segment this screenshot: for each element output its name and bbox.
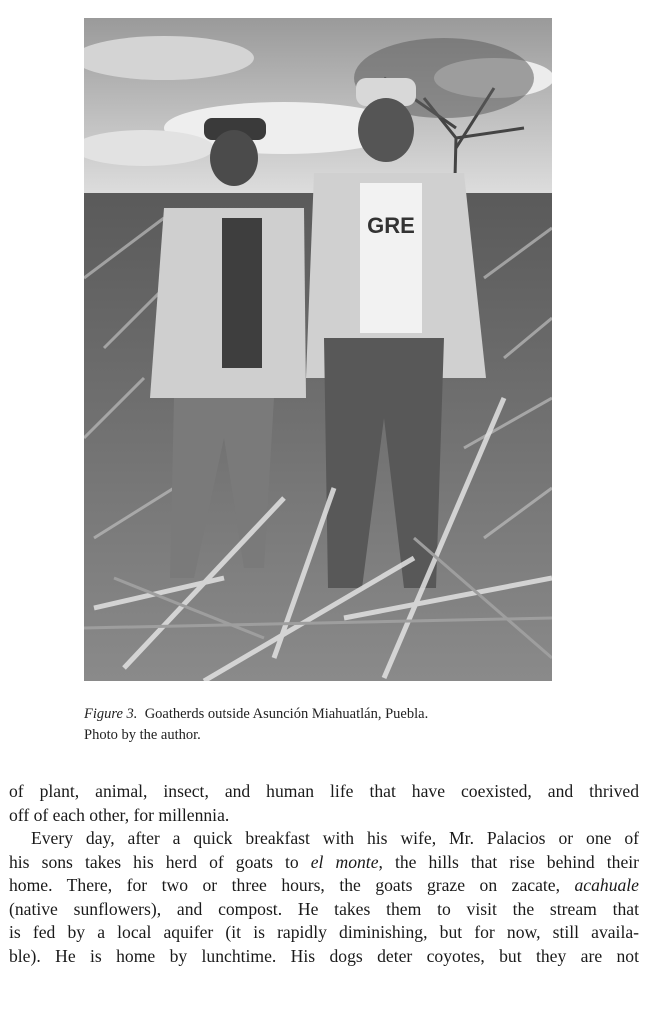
text-line: off of each other, for millennia. bbox=[9, 804, 230, 825]
text-line: is fed by a local aquifer (it is rapidly diminishing, but for now, still availa- bbox=[9, 922, 639, 942]
figure-label: Figure 3. bbox=[84, 706, 138, 722]
text-span: , the hills that rise behind their bbox=[378, 851, 639, 872]
text-span: his sons takes his herd of goats to bbox=[9, 851, 311, 872]
text-line: of plant, animal, insect, and human life that have coexisted, and thrived bbox=[9, 781, 639, 801]
figure-caption bbox=[84, 704, 604, 746]
text-line: Every day, after a quick breakfast with his wife, Mr. Palacios or one of bbox=[31, 828, 639, 848]
text-span: home. There, for two or three hours, the goats graze on zacate, bbox=[9, 875, 575, 895]
emphasis-text: acahuale bbox=[574, 875, 639, 895]
shirt-print: GRE bbox=[367, 213, 415, 238]
text-line: (native sunflowers), and compost. He takes them to visit the stream that bbox=[9, 898, 639, 919]
figure-photo bbox=[84, 18, 552, 681]
caption-line bbox=[84, 704, 604, 725]
body-text bbox=[9, 780, 639, 968]
photo-credit: Photo by the author. bbox=[84, 727, 201, 743]
text-line bbox=[9, 874, 639, 898]
caption-text: Goatherds outside Asunción Miahuatlán, Puebla. bbox=[144, 706, 429, 722]
photo-goatherds bbox=[84, 18, 552, 681]
emphasis-text: el monte bbox=[310, 851, 379, 872]
text-line bbox=[9, 851, 639, 875]
text-line: ble). He is home by lunchtime. His dogs deter coyotes, but they are not bbox=[9, 945, 639, 966]
